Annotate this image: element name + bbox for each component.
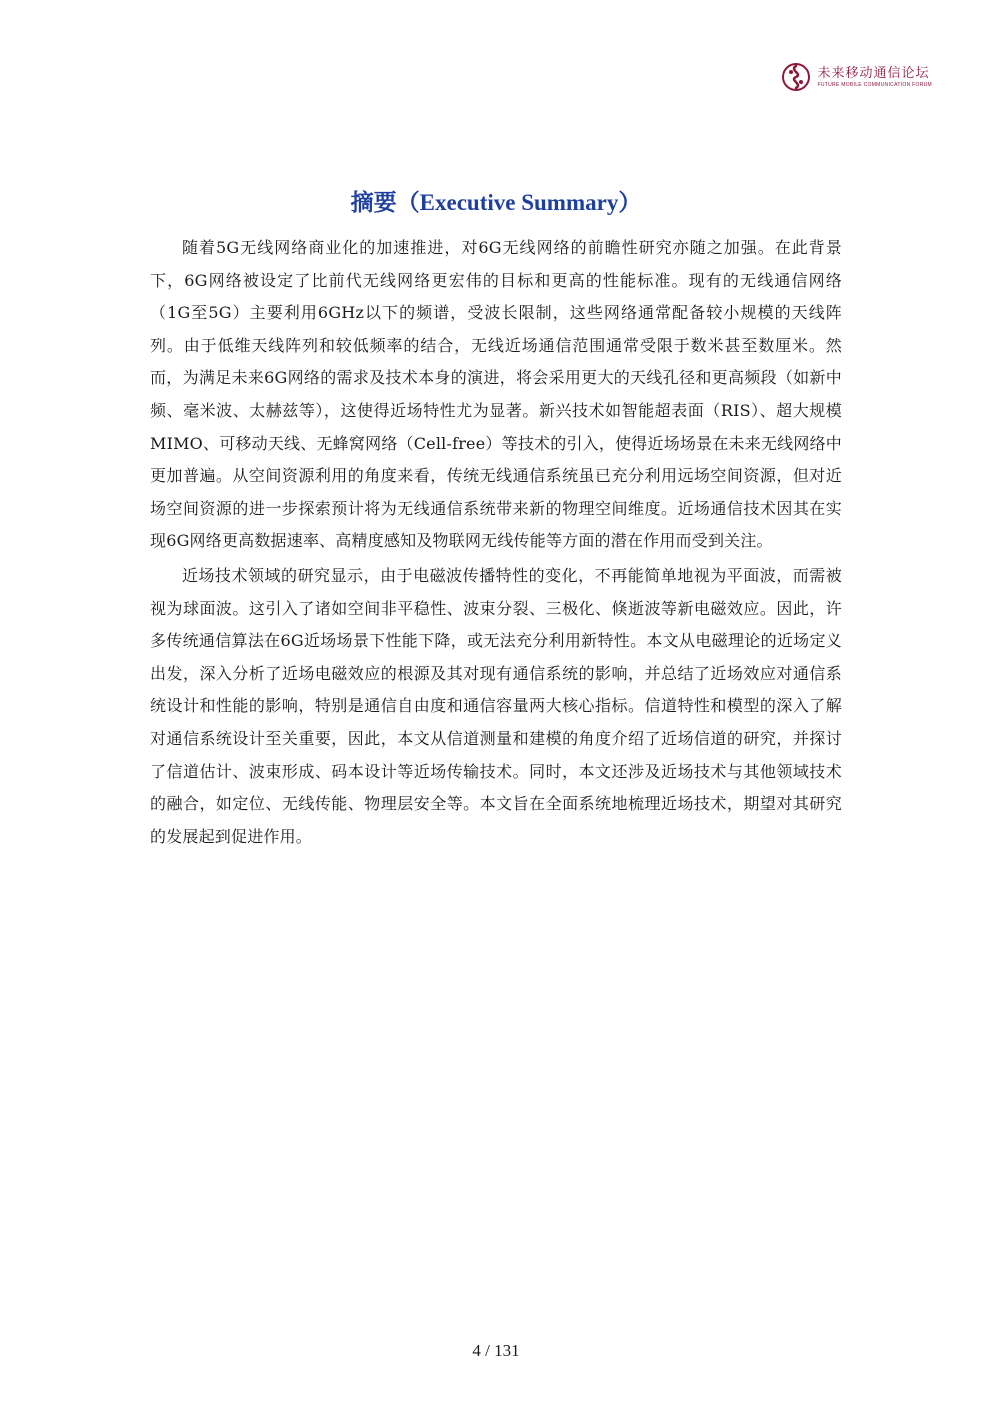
page-number: 4 / 131 [472,1341,520,1360]
summary-paragraph-1: 随着5G无线网络商业化的加速推进，对6G无线网络的前瞻性研究亦随之加强。在此背景下，6G网络被设定了比前代无线网络更宏伟的目标和更高的性能标准。现有的无线通信网络（1G至5G）主要利用6GHz以下的频谱，受波长限制，这些网络通常配备较小规模的天线阵列。由于低维天线阵列和较低频率的结合，无线近场通信范围通常受限于数米甚至数厘米。然而，为满足未来6G网络的需求及技术本身的演进，将会采用更大的天线孔径和更高频段（如新中频、毫米波、太赫兹等），这使得近场特性尤为显著。新兴技术如智能超表面（RIS）、超大规模MIMO、可移动天线、无蜂窝网络（Cell-free）等技术的引入，使得近场场景在未来无线网络中更加普遍。从空间资源利用的角度来看，传统无线通信系统虽已充分利用远场空间资源，但对近场空间资源的进一步探索预计将为无线通信系统带来新的物理空间维度。近场通信技术因其在实现6G网络更高数据速率、高精度感知及物联网无线传能等方面的潜在作用而受到关注。 [150,238,842,551]
page-title: 摘要（Executive Summary） [350,190,642,215]
fumo-logo-icon [781,62,811,92]
header-logo [781,62,932,92]
logo-cn-text: 未来移动通信论坛 [817,65,930,81]
logo-text [817,67,932,88]
logo-en-text: FUTURE MOBILE COMMUNICATION FORUM [817,81,932,88]
summary-body [150,232,842,853]
summary-paragraph-2: 近场技术领域的研究显示，由于电磁波传播特性的变化，不再能简单地视为平面波，而需被视为球面波。这引入了诸如空间非平稳性、波束分裂、三极化、倏逝波等新电磁效应。因此，许多传统通信算法在6G近场场景下性能下降，或无法充分利用新特性。本文从电磁理论的近场定义出发，深入分析了近场电磁效应的根源及其对现有通信系统的影响，并总结了近场效应对通信系统设计和性能的影响，特别是通信自由度和通信容量两大核心指标。信道特性和模型的深入了解对通信系统设计至关重要，因此，本文从信道测量和建模的角度介绍了近场信道的研究，并探讨了信道估计、波束形成、码本设计等近场传输技术。同时，本文还涉及近场技术与其他领域技术的融合，如定位、无线传能、物理层安全等。本文旨在全面系统地梳理近场技术，期望对其研究的发展起到促进作用。 [150,565,842,846]
